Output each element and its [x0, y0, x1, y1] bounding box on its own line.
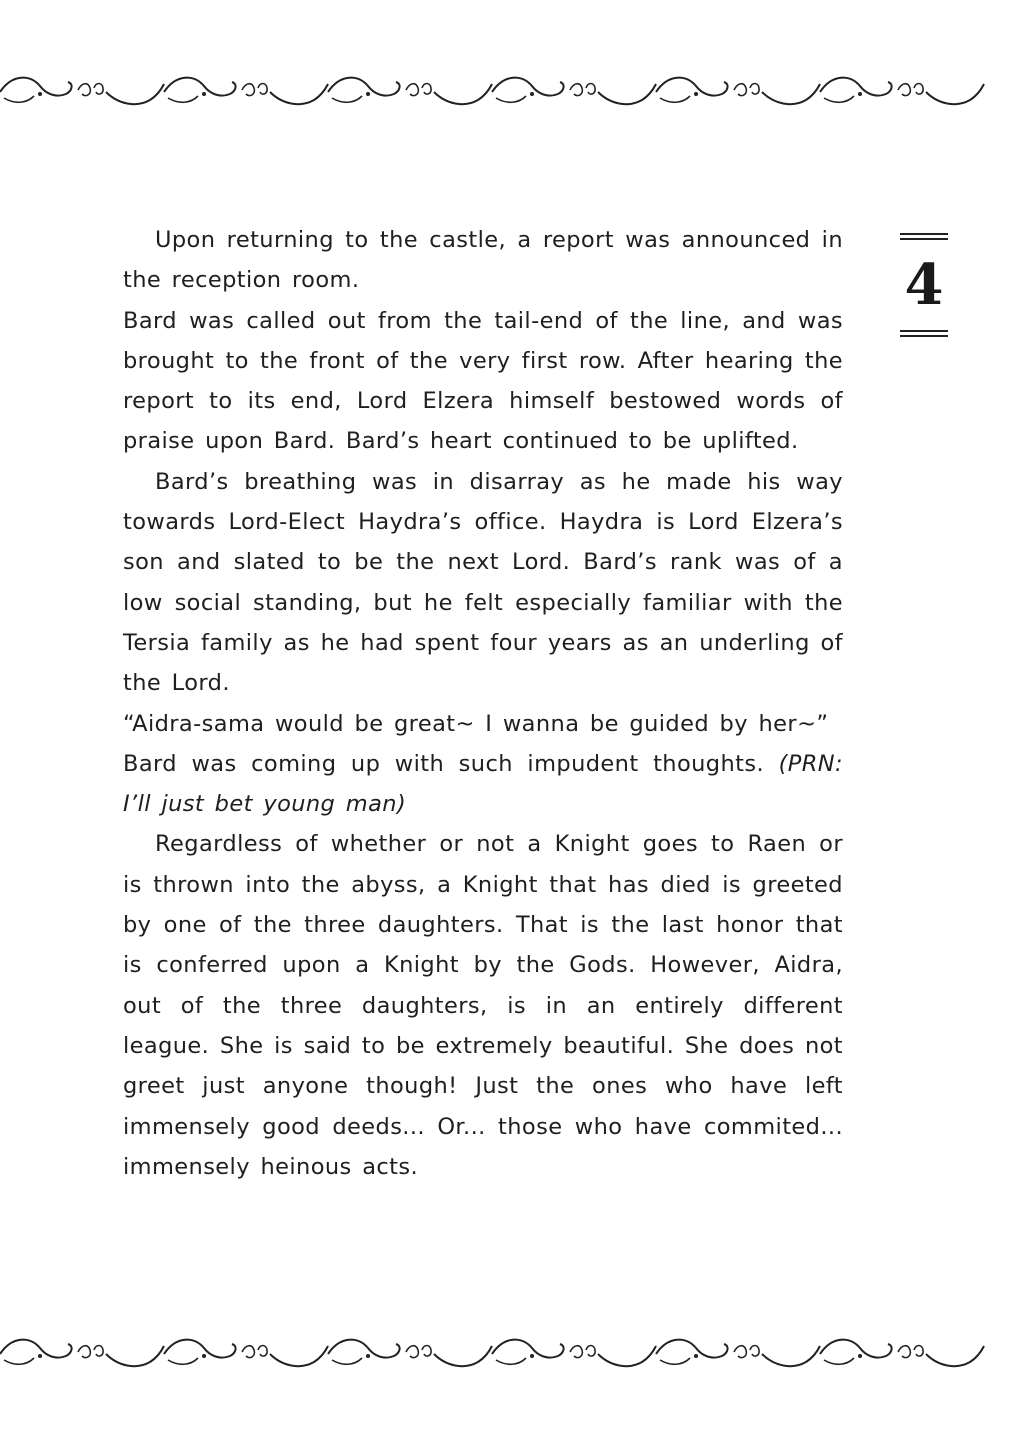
- chapter-marker: [896, 230, 952, 342]
- paragraph-with-note: [123, 744, 843, 825]
- scroll-ornament-icon: [0, 64, 1012, 120]
- scroll-ornament-icon: [0, 1326, 1012, 1382]
- chapter-rule-top-inner: [900, 238, 948, 240]
- paragraph-text: Bard was coming up with such impudent thoughts.: [123, 750, 765, 777]
- chapter-rule-bottom: [900, 335, 948, 337]
- paragraph: Bard was called out from the tail-end of the line, and was brought to the front of the very first row. After hearing the report to its end, Lord Elzera himself bestowed words of praise upon Bard. Bard’s heart continued to be uplifted.: [123, 307, 843, 455]
- paragraph: Bard’s breathing was in disarray as he made his way towards Lord-Elect Haydra’s office. Haydra is Lord Elzera’s son and slated to be the next Lord. Bard’s rank was of a low social standing, but he felt especially familiar with the Tersia family as he had spent four years as an underling of the Lord.: [123, 468, 843, 697]
- translator-note: (PRN: I’ll just bet young man): [123, 750, 843, 818]
- dialogue-line: “Aidra-sama would be great~ I wanna be guided by her~”: [123, 710, 829, 737]
- bottom-ornamental-border: [0, 1326, 1012, 1382]
- top-ornamental-border: [0, 64, 1012, 120]
- chapter-rule-bottom-inner: [900, 330, 948, 332]
- chapter-rule-top: [900, 233, 948, 235]
- paragraph: Upon returning to the castle, a report was announced in the reception room.: [123, 227, 843, 294]
- chapter-number: 4: [904, 252, 944, 318]
- body-text: [123, 220, 843, 1187]
- paragraph: Regardless of whether or not a Knight goes to Raen or is thrown into the abyss, a Knight that has died is greeted by one of the three daughters. That is the last honor that is conferred upon a Knight by the Gods. However, Aidra, out of the three daughters, is in an entirely different league. She is said to be extremely beautiful. She does not greet just anyone though! Just the ones who have left immensely good deeds... Or... those who have commited... immensely heinous acts.: [123, 831, 843, 1180]
